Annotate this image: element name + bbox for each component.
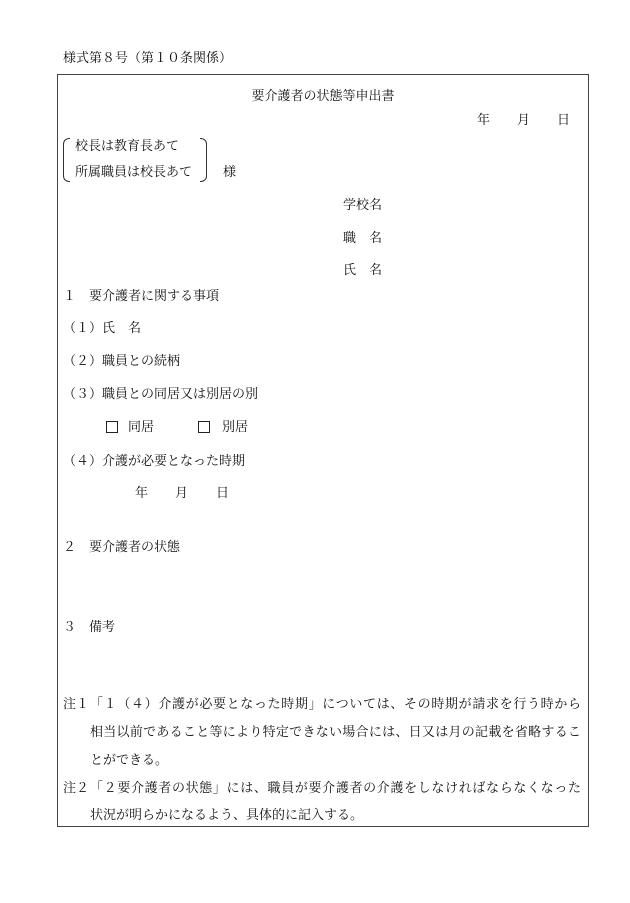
note-line: 状況が明らかになるよう、具体的に記入する。 bbox=[90, 807, 364, 822]
addressee-honorific: 様 bbox=[223, 164, 237, 179]
note-label: 注２ bbox=[63, 780, 90, 795]
right-bracket bbox=[200, 138, 207, 182]
note-line: 「１（４）介護が必要となった時期」については、その時期が請求を行う時から bbox=[90, 696, 581, 711]
option-label: 別居 bbox=[222, 419, 249, 434]
item-2-relationship: （２）職員との続柄 bbox=[63, 353, 181, 368]
school-name-label: 学校名 bbox=[343, 197, 383, 212]
date-month-label: 月 bbox=[517, 112, 531, 127]
addressee-line-2: 所属職員は校長あて bbox=[75, 164, 193, 179]
note-line: 「２要介護者の状態」には、職員が要介護者の介護をしなければならなくなった bbox=[90, 780, 581, 795]
option-label: 同居 bbox=[128, 419, 155, 434]
care-date-day-label: 日 bbox=[216, 485, 230, 500]
checkbox-icon bbox=[198, 421, 210, 433]
left-bracket bbox=[63, 138, 70, 182]
note-line: とができる。 bbox=[90, 752, 169, 767]
care-date-month-label: 月 bbox=[175, 485, 189, 500]
applicant-name-label: 氏 名 bbox=[343, 262, 383, 277]
item-4-care-start: （４）介護が必要となった時期 bbox=[63, 453, 246, 468]
addressee-line-1: 校長は教育長あて bbox=[75, 138, 180, 153]
checkbox-icon bbox=[106, 421, 118, 433]
section-3-heading: ３ 備考 bbox=[63, 619, 116, 634]
position-label: 職 名 bbox=[343, 230, 383, 245]
care-date-year-label: 年 bbox=[135, 485, 149, 500]
document-title: 要介護者の状態等申出書 bbox=[251, 88, 395, 103]
note-line: 相当以前であること等により特定できない場合には、日又は月の記載を省略するこ bbox=[90, 724, 581, 739]
section-1-heading: １ 要介護者に関する事項 bbox=[63, 288, 220, 303]
item-3-cohabitation: （３）職員との同居又は別居の別 bbox=[63, 386, 259, 401]
section-2-heading: ２ 要介護者の状態 bbox=[63, 539, 181, 554]
date-day-label: 日 bbox=[557, 112, 571, 127]
form-frame bbox=[57, 74, 589, 827]
item-1-name: （１）氏 名 bbox=[63, 320, 142, 335]
form-number: 様式第８号（第１０条関係） bbox=[63, 50, 233, 65]
note-label: 注１ bbox=[63, 696, 90, 711]
date-year-label: 年 bbox=[477, 112, 491, 127]
